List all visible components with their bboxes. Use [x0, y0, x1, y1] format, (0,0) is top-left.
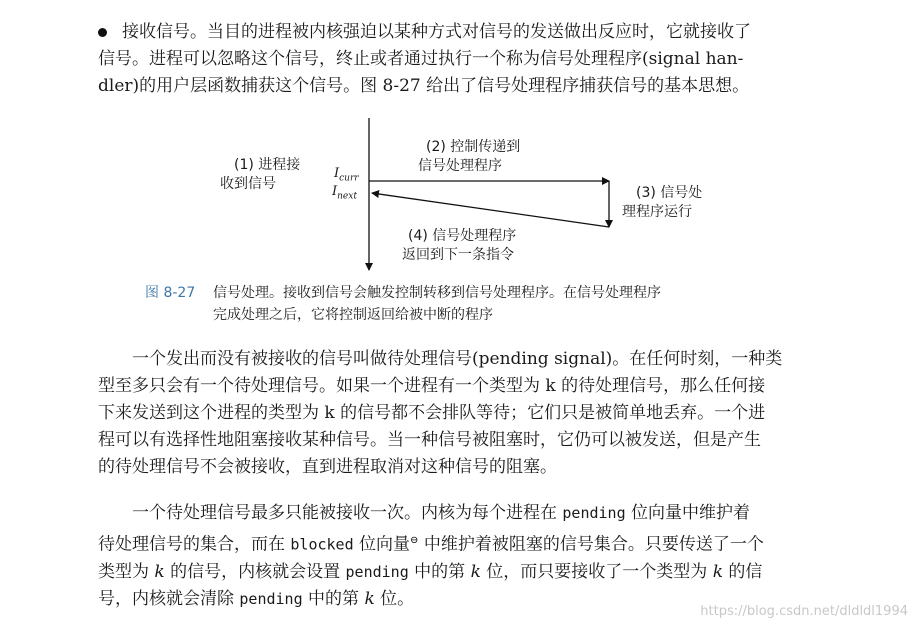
text-line: 型至多只会有一个待处理信号。如果一个进程有一个类型为 k 的待处理信号，那么任何接 — [98, 376, 766, 396]
text-span: 的信号，内核就会设置 — [164, 561, 346, 582]
text-span: 位向量中维护着 — [625, 503, 751, 523]
text-line: 信号。进程可以忽略这个信号，终止或者通过执行一个称为信号处理程序(signal han- — [98, 49, 744, 69]
bit-vector-paragraph — [98, 500, 888, 613]
figure-label-2 — [418, 138, 521, 176]
text-line: 下来发送到这个进程的类型为 k 的信号都不会排队等待；它们只是被简单地丢弃。一个进 — [98, 403, 766, 423]
inext-letter: I — [332, 184, 338, 199]
pending-signal-paragraph — [98, 346, 888, 481]
text-line — [98, 500, 888, 527]
text-span: 一个待处理信号最多只能被接收一次。内核为每个进程在 — [132, 503, 563, 523]
return-arrow — [372, 193, 609, 227]
label-line: 信号处理程序 — [418, 158, 502, 174]
figure-label-3 — [622, 184, 703, 222]
label-line: 收到信号 — [220, 176, 276, 192]
label-line: (3) 信号处 — [636, 185, 703, 201]
text-line: 的待处理信号不会被接收，直到进程取消对这种信号的阻塞。 — [98, 457, 557, 477]
text-span: 号，内核就会清除 — [98, 588, 240, 609]
text-line: dler)的用户层函数捕获这个信号。图 8-27 给出了信号处理程序捕获信号的基本思想。 — [98, 76, 750, 96]
text-span: 类型为 — [98, 561, 155, 582]
text-span: 中的第 — [302, 588, 365, 609]
code-pending: pending — [345, 562, 409, 581]
text-span: 待处理信号的集合，而在 — [98, 534, 291, 555]
icurr-letter: I — [334, 166, 340, 181]
figure-label-4 — [402, 227, 517, 265]
icurr-subscript: curr — [339, 173, 359, 184]
text-span: 中维护着被阻塞的信号集合。只要传送了一个 — [418, 534, 764, 555]
label-line: 返回到下一条指令 — [402, 247, 514, 263]
code-pending: pending — [562, 504, 626, 522]
text-span: 位向量 — [353, 534, 411, 555]
label-line: (2) 控制传递到 — [426, 139, 521, 155]
text-span: 的信 — [723, 561, 763, 582]
code-blocked: blocked — [290, 535, 354, 554]
text-line: 一个发出而没有被接收的信号叫做待处理信号(pending signal)。在任何时刻，一种类 — [132, 349, 783, 369]
text-line — [98, 527, 888, 559]
label-line: (1) 进程接 — [234, 157, 301, 173]
text-line — [98, 559, 888, 586]
code-pending: pending — [239, 589, 303, 608]
var-k: k — [712, 561, 723, 582]
var-k: k — [154, 561, 165, 582]
text-span: 中的第 — [408, 561, 471, 582]
var-k: k — [364, 588, 375, 609]
label-line: (4) 信号处理程序 — [408, 228, 517, 244]
text-span: 位。 — [374, 588, 415, 609]
source-watermark: https://blog.csdn.net/dldldl1994 — [700, 604, 908, 619]
inext-subscript: next — [337, 191, 357, 202]
caption-line: 完成处理之后，它将控制返回给被中断的程序 — [213, 307, 493, 323]
var-k: k — [470, 561, 481, 582]
text-line: 接收信号。当目的进程被内核强迫以某种方式对信号的发送做出反应时，它就接收了 — [122, 22, 751, 42]
inext-label — [332, 182, 357, 207]
text-line: 程可以有选择性地阻塞接收某种信号。当一种信号被阻塞时，它仍可以被发送，但是产生 — [98, 430, 761, 450]
figure-label-1 — [220, 156, 301, 194]
figure-caption — [145, 282, 661, 326]
caption-text — [213, 282, 661, 326]
label-line: 理程序运行 — [622, 204, 692, 220]
caption-line: 信号处理。接收到信号会触发控制转移到信号处理程序。在信号处理程序 — [213, 285, 661, 301]
figure-number: 图 8-27 — [145, 285, 196, 301]
footnote-marker: ⊖ — [410, 535, 419, 546]
text-span: 位，而只要接收了一个类型为 — [480, 561, 713, 582]
